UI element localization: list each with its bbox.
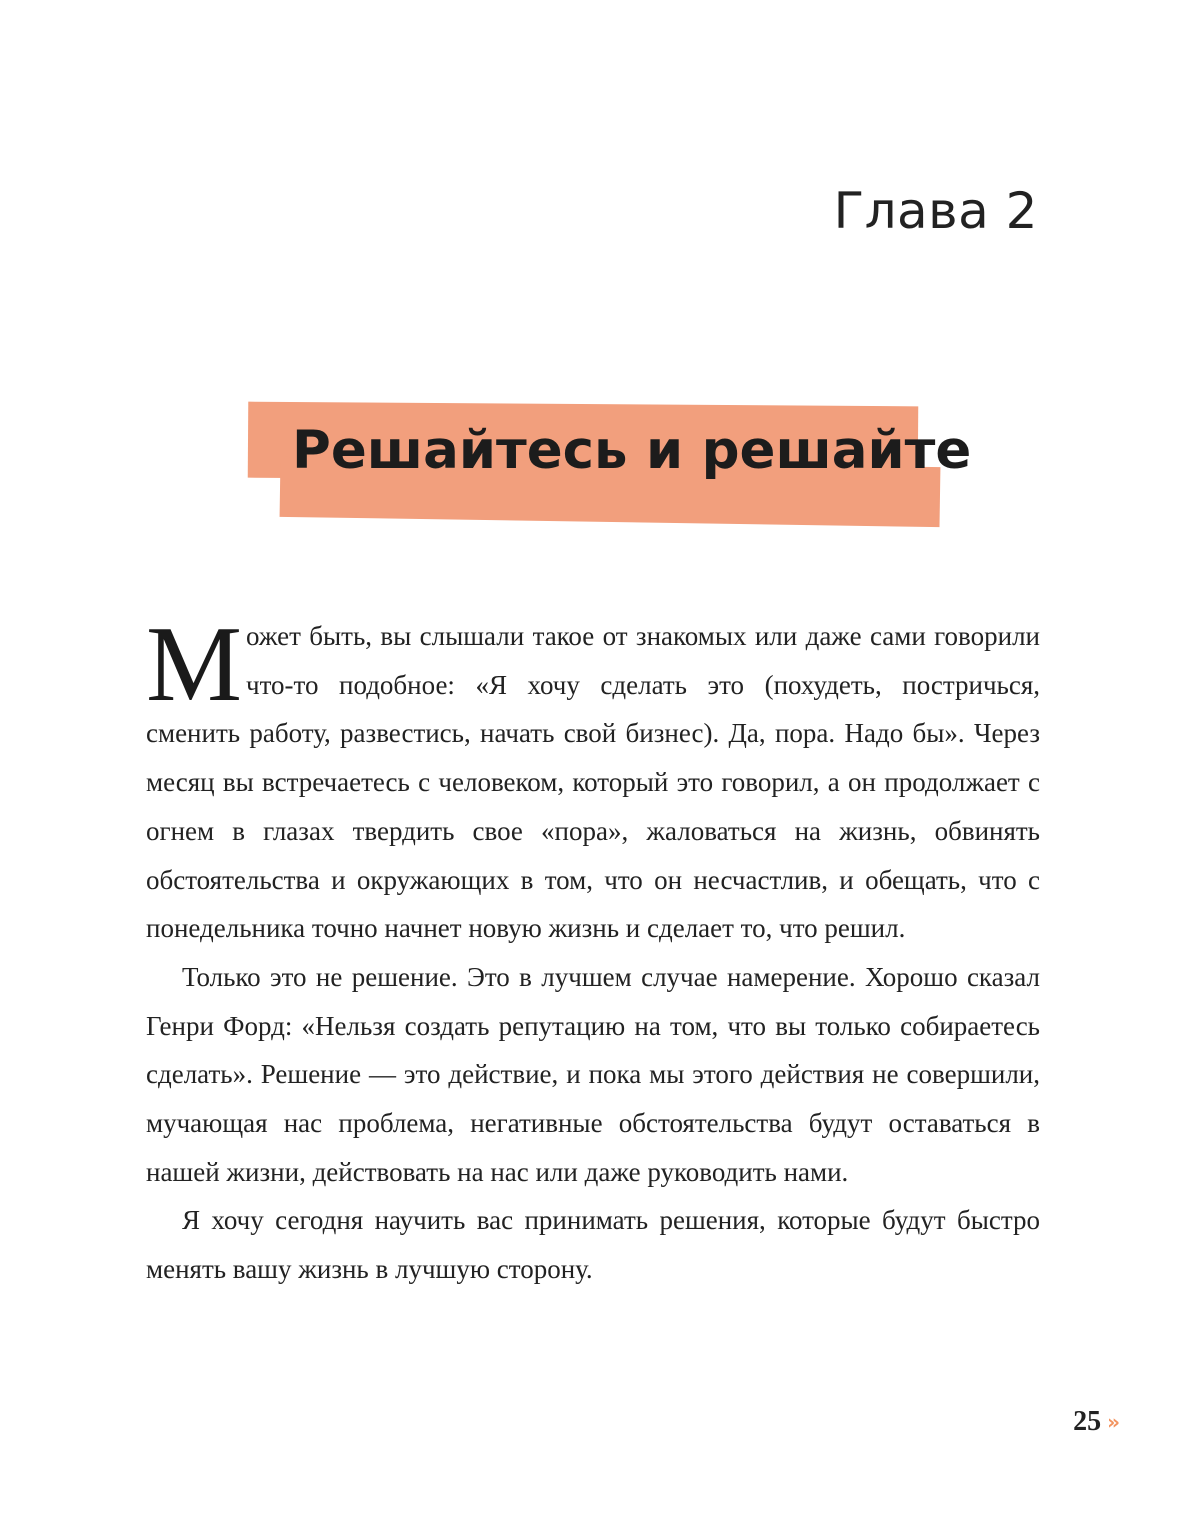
- paragraph-3: Я хочу сегодня научить вас принимать решения, которые будут быстро менять вашу жизнь в лучшую сторону.: [146, 1205, 1040, 1285]
- double-arrow-icon: »: [1107, 1410, 1120, 1434]
- chapter-title-block: [248, 404, 972, 528]
- page-footer: [1073, 1406, 1120, 1438]
- body-text: [146, 605, 1040, 1294]
- paragraph-2: Только это не решение. Это в лучшем случае намерение. Хорошо сказал Генри Форд: «Нельзя создать репутацию на том, что вы только собираетесь сделать». Решение — это действие, и пока мы этого действия не совершили, мучающая нас проблема, негативные обстоятельства будут оставаться в нашей жизни, действовать на нас или даже руководить нами.: [146, 961, 1040, 1187]
- drop-cap: М: [146, 605, 243, 724]
- chapter-label: Глава 2: [833, 182, 1038, 240]
- chapter-title: Решайтесь и решайте: [292, 420, 972, 481]
- page-number: 25: [1073, 1406, 1102, 1437]
- paragraph-1: [146, 605, 1040, 953]
- paragraph-1-text: ожет быть, вы слышали такое от знакомых или даже сами говорили что-то подобное: «Я хочу сделать это (похудеть, постричься, сменить работу, развестись, начать свой бизнес). Да, пора. Надо бы». Через месяц вы встречаетесь с человеком, который это говорил, а он продолжает с огнем в глазах твердить свое «пора», жаловаться на жизнь, обвинять обстоятельства и окружающих в том, что он несчастлив, и обещать, что с понедельника точно начнет новую жизнь и сделает то, что решил.: [146, 621, 1040, 944]
